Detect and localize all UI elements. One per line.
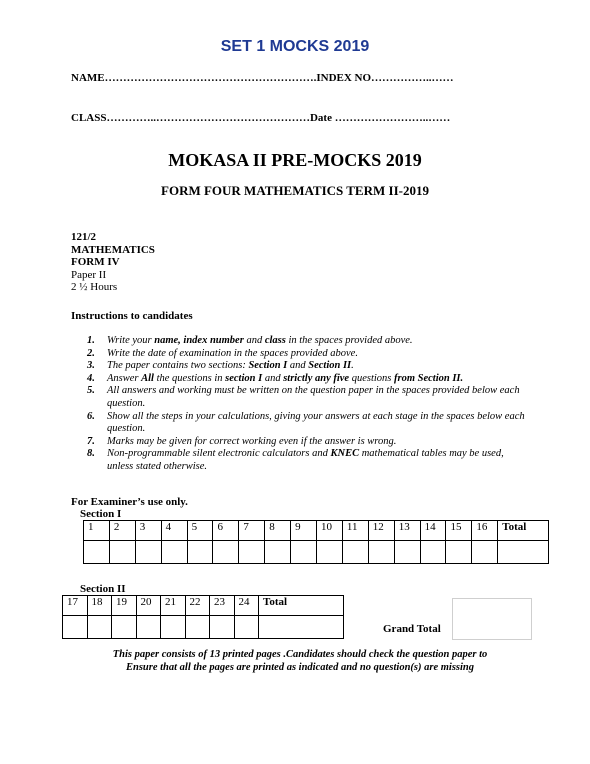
instructions-heading: Instructions to candidates [71, 310, 193, 322]
score-cell[interactable] [446, 541, 472, 564]
score-cell[interactable] [135, 541, 161, 564]
question-number-cell: 21 [161, 596, 186, 616]
instruction-text: and [262, 372, 284, 384]
section-1-marks-table [83, 520, 549, 564]
question-number-cell: 23 [210, 596, 235, 616]
score-cell[interactable] [368, 541, 394, 564]
question-number-cell: 4 [161, 521, 187, 541]
question-number-cell: 13 [394, 521, 420, 541]
footer-line-1: This paper consists of 13 printed pages .Candidates should check the question paper to [112, 649, 488, 660]
score-cell[interactable] [161, 541, 187, 564]
question-number-cell: 5 [187, 521, 213, 541]
instruction-number: 8. [87, 448, 95, 460]
footer-note [60, 649, 540, 674]
section-1-score-row [84, 541, 549, 564]
paper-form: FORM IV [71, 256, 120, 269]
instruction-text: from Section II. [394, 372, 464, 384]
instruction-text: name, index number [154, 335, 244, 346]
set-title: SET 1 MOCKS 2019 [220, 38, 370, 55]
instruction-item [87, 348, 527, 361]
total-score-cell[interactable] [498, 541, 549, 564]
exam-subtitle: FORM FOUR MATHEMATICS TERM II-2019 [161, 183, 429, 198]
total-score-cell[interactable] [259, 616, 344, 639]
score-cell[interactable] [87, 616, 112, 639]
section-2-score-row [63, 616, 344, 639]
instruction-item [87, 360, 527, 373]
score-cell[interactable] [342, 541, 368, 564]
question-number-cell: 20 [136, 596, 161, 616]
question-number-cell: 1 [84, 521, 110, 541]
instruction-item [87, 335, 527, 348]
section-2-header-row [63, 596, 344, 616]
examiner-heading: For Examiner’s use only. [71, 496, 188, 508]
paper-number: Paper II [71, 268, 107, 281]
instruction-item [87, 436, 527, 449]
instruction-text: and [287, 360, 309, 372]
score-cell[interactable] [109, 541, 135, 564]
instruction-item [87, 411, 527, 436]
paper-info [71, 231, 155, 294]
instruction-text: All [141, 372, 154, 384]
question-number-cell: 11 [342, 521, 368, 541]
instruction-text: in the spaces provided above. [285, 335, 413, 346]
instruction-item [87, 385, 527, 410]
class-date-line: CLASS…………..……………………………………Date ……………………..…… [71, 112, 451, 124]
instruction-item [87, 373, 527, 386]
question-number-cell: 16 [472, 521, 498, 541]
total-header-cell: Total [259, 596, 344, 616]
score-cell[interactable] [394, 541, 420, 564]
score-cell[interactable] [234, 616, 259, 639]
instruction-text: Write your [107, 335, 155, 346]
instruction-number: 3. [87, 360, 95, 372]
section-2-label: Section II [80, 583, 126, 595]
instruction-text: KNEC [330, 448, 360, 460]
instruction-number: 4. [87, 372, 95, 384]
score-cell[interactable] [63, 616, 88, 639]
instruction-text: Show all the steps in your calculations, giving your answers at each stage in the spaces below each question. [107, 410, 525, 435]
instruction-text: Marks may be given for correct working even if the answer is wrong. [107, 435, 397, 447]
question-number-cell: 22 [185, 596, 210, 616]
question-number-cell: 19 [112, 596, 137, 616]
instruction-number: 6. [87, 410, 95, 422]
score-cell[interactable] [317, 541, 343, 564]
question-number-cell: 2 [109, 521, 135, 541]
instruction-text: Section II [308, 360, 352, 372]
score-cell[interactable] [213, 541, 239, 564]
grand-total-label: Grand Total [383, 623, 441, 635]
instruction-text: the questions in [153, 372, 226, 384]
question-number-cell: 3 [135, 521, 161, 541]
instruction-text: All answers and working must be written on the question paper in the spaces provided below each question. [107, 385, 520, 409]
score-cell[interactable] [239, 541, 265, 564]
question-number-cell: 9 [291, 521, 317, 541]
score-cell[interactable] [472, 541, 498, 564]
exam-title: MOKASA II PRE-MOCKS 2019 [168, 150, 422, 170]
score-cell[interactable] [210, 616, 235, 639]
section-2-marks-table [62, 595, 344, 639]
instruction-item [87, 448, 527, 473]
instruction-text: Write the date of examination in the spaces provided above. [107, 347, 358, 359]
instruction-text: Answer [107, 372, 142, 384]
section-1-label: Section I [80, 508, 122, 520]
instruction-text: questions [349, 372, 395, 384]
score-cell[interactable] [265, 541, 291, 564]
instruction-text: . [351, 360, 354, 372]
question-number-cell: 6 [213, 521, 239, 541]
score-cell[interactable] [291, 541, 317, 564]
question-number-cell: 10 [317, 521, 343, 541]
paper-code: 121/2 [71, 231, 97, 243]
score-cell[interactable] [112, 616, 137, 639]
paper-subject: MATHEMATICS [71, 243, 155, 256]
instruction-text: Section I [248, 360, 288, 372]
question-number-cell: 24 [234, 596, 259, 616]
instruction-text: Non-programmable silent electronic calculators and [107, 448, 331, 460]
score-cell[interactable] [136, 616, 161, 639]
instruction-text: and [243, 335, 265, 346]
instruction-number: 1. [87, 335, 95, 346]
footer-line-2: Ensure that all the pages are printed as indicated and no question(s) are missing [125, 661, 474, 673]
question-number-cell: 12 [368, 521, 394, 541]
score-cell[interactable] [84, 541, 110, 564]
instruction-text: class [264, 335, 286, 346]
instruction-text: mathematical tables may be used, unless stated otherwise. [107, 448, 504, 472]
instruction-number: 7. [87, 435, 95, 447]
name-index-line: NAME………………………………………………….INDEX NO……………..…… [71, 72, 454, 84]
instruction-number: 5. [87, 385, 95, 397]
score-cell[interactable] [185, 616, 210, 639]
question-number-cell: 8 [265, 521, 291, 541]
question-number-cell: 15 [446, 521, 472, 541]
paper-duration: 2 ½ Hours [71, 281, 118, 294]
score-cell[interactable] [187, 541, 213, 564]
grand-total-box[interactable] [452, 598, 532, 640]
instructions-list [87, 335, 527, 474]
instruction-text: The paper contains two sections: [107, 360, 249, 372]
total-header-cell: Total [498, 521, 549, 541]
instruction-text: strictly any five [283, 372, 350, 384]
section-1-header-row [84, 521, 549, 541]
question-number-cell: 7 [239, 521, 265, 541]
question-number-cell: 18 [87, 596, 112, 616]
question-number-cell: 14 [420, 521, 446, 541]
instruction-number: 2. [87, 347, 95, 359]
score-cell[interactable] [161, 616, 186, 639]
score-cell[interactable] [420, 541, 446, 564]
instruction-text: section I [225, 372, 263, 384]
question-number-cell: 17 [63, 596, 88, 616]
